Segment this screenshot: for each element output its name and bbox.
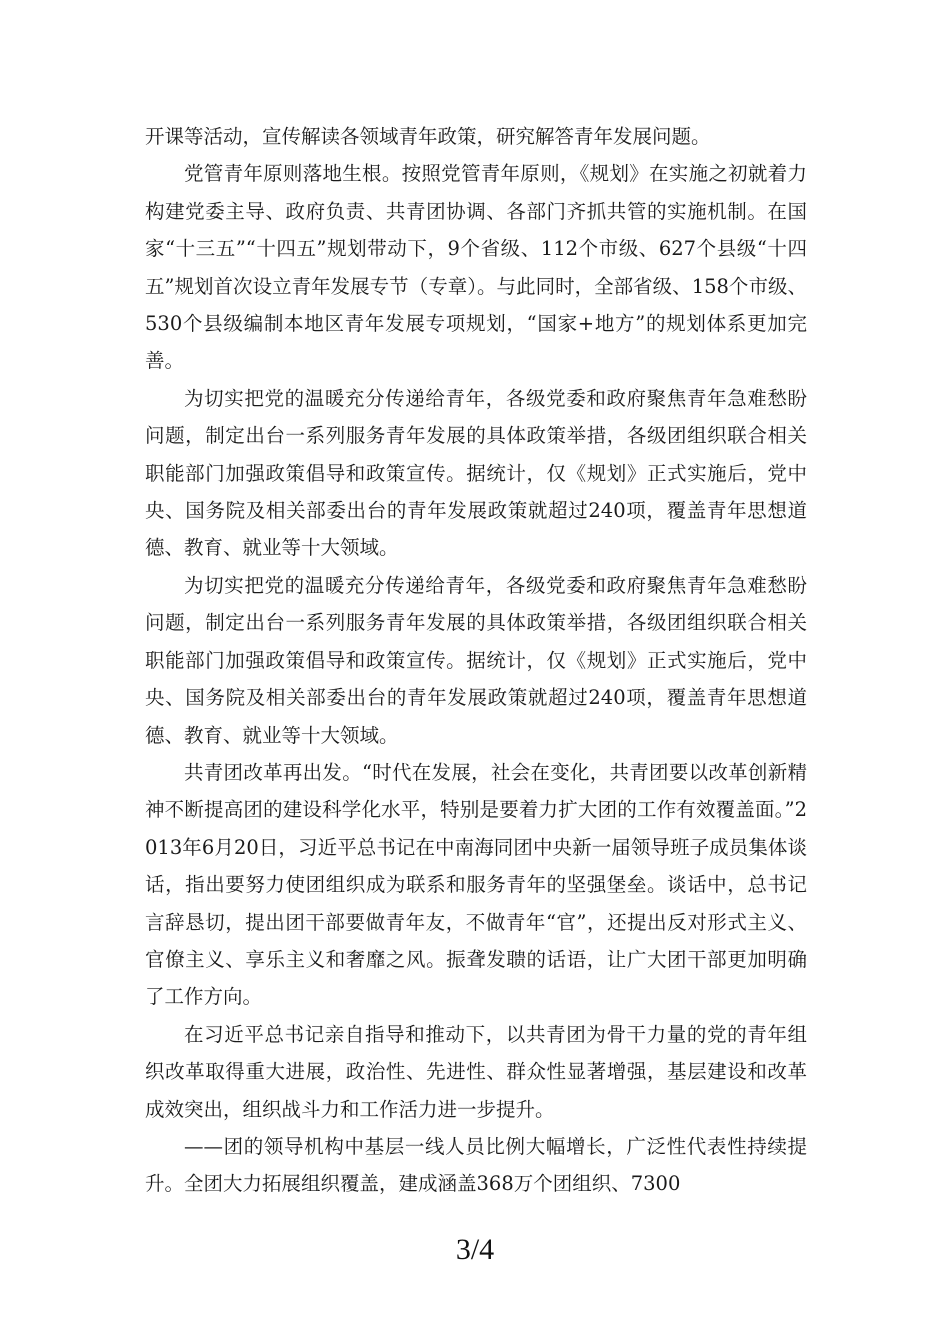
- paragraph-6: 在习近平总书记亲自指导和推动下，以共青团为骨干力量的党的青年组织改革取得重大进展，政治性、先进性、群众性显著增强，基层建设和改革成效突出，组织战斗力和工作活力进一步提升。: [145, 1022, 807, 1121]
- paragraph-7: ——团的领导机构中基层一线人员比例大幅增长，广泛性代表性持续提升。全团大力拓展组织覆盖，建成涵盖368万个团组织、7300: [145, 1134, 807, 1196]
- document-body: [145, 118, 807, 1203]
- paragraph-4: 为切实把党的温暖充分传递给青年，各级党委和政府聚焦青年急难愁盼问题，制定出台一系列服务青年发展的具体政策举措，各级团组织联合相关职能部门加强政策倡导和政策宣传。据统计，仅《规划》正式实施后，党中央、国务院及相关部委出台的青年发展政策就超过240项，覆盖青年思想道德、教育、就业等十大领域。: [145, 573, 807, 747]
- paragraph-5: 共青团改革再出发。“时代在发展，社会在变化，共青团要以改革创新精神不断提高团的建设科学化水平，特别是要着力扩大团的工作有效覆盖面。”2013年6月20日，习近平总书记在中南海同团中央新一届领导班子成员集体谈话，指出要努力使团组织成为联系和服务青年的坚强堡垒。谈话中，总书记言辞恳切，提出团干部要做青年友，不做青年“官”，还提出反对形式主义、官僚主义、享乐主义和奢靡之风。振聋发聩的话语，让广大团干部更加明确了工作方向。: [145, 760, 807, 1009]
- paragraph-3: 为切实把党的温暖充分传递给青年，各级党委和政府聚焦青年急难愁盼问题，制定出台一系列服务青年发展的具体政策举措，各级团组织联合相关职能部门加强政策倡导和政策宣传。据统计，仅《规划》正式实施后，党中央、国务院及相关部委出台的青年发展政策就超过240项，覆盖青年思想道德、教育、就业等十大领域。: [145, 386, 807, 560]
- page-number: 3/4: [455, 1233, 495, 1266]
- paragraph-2: 党管青年原则落地生根。按照党管青年原则，《规划》在实施之初就着力构建党委主导、政府负责、共青团协调、各部门齐抓共管的实施机制。在国家“十三五”“十四五”规划带动下，9个省级、112个市级、627个县级“十四五”规划首次设立青年发展专节（专章）。与此同时，全部省级、158个市级、530个县级编制本地区青年发展专项规划，“国家+地方”的规划体系更加完善。: [145, 162, 807, 373]
- paragraph-1: 开课等活动，宣传解读各领域青年政策，研究解答青年发展问题。: [145, 125, 711, 148]
